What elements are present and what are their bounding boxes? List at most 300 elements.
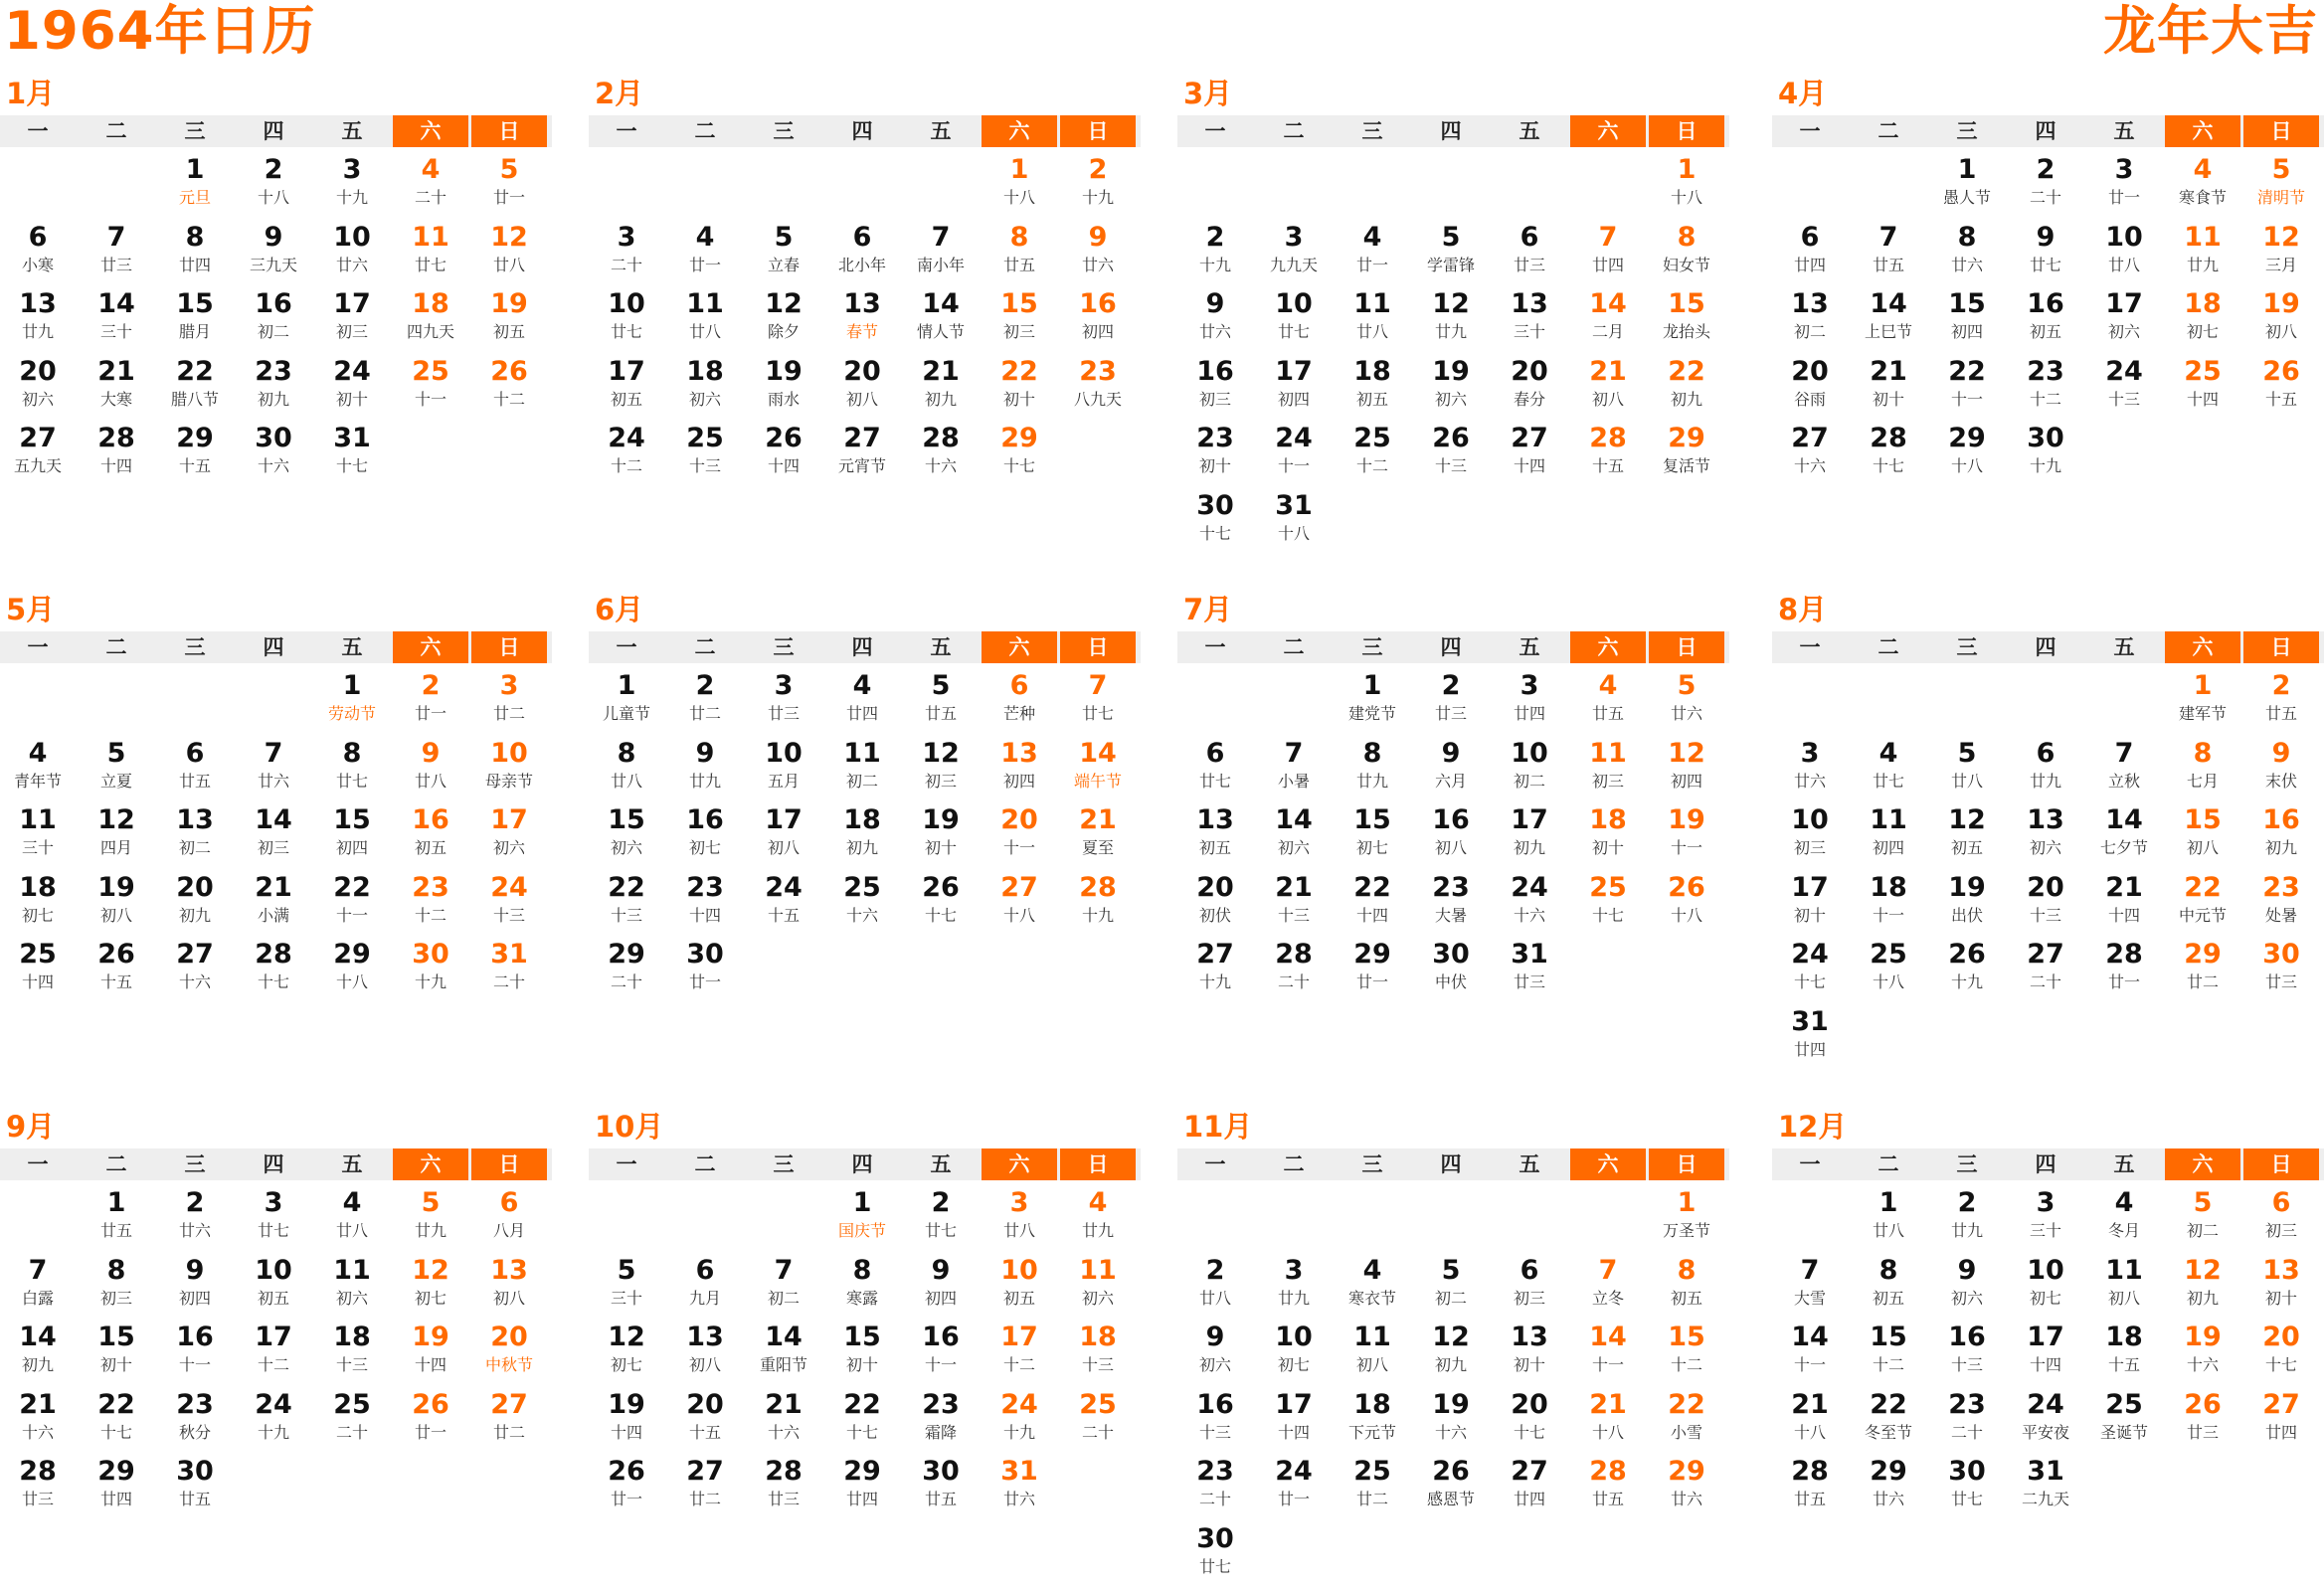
day-cell[interactable] <box>1177 1522 1253 1589</box>
day-cell[interactable] <box>746 221 821 288</box>
day-cell[interactable] <box>1492 1455 1567 1522</box>
day-cell[interactable] <box>1929 153 2005 221</box>
day-cell[interactable] <box>0 221 76 288</box>
day-cell[interactable] <box>2008 153 2083 221</box>
day-cell[interactable] <box>1492 871 1567 939</box>
day-cell[interactable] <box>2165 938 2240 1005</box>
day-cell[interactable] <box>157 422 233 489</box>
day-cell[interactable] <box>79 1455 154 1522</box>
day-cell[interactable] <box>236 355 311 423</box>
day-cell[interactable] <box>1413 1388 1489 1456</box>
day-cell[interactable] <box>667 669 743 737</box>
day-cell[interactable] <box>236 737 311 804</box>
day-cell[interactable] <box>79 355 154 423</box>
day-cell[interactable] <box>393 1388 468 1456</box>
day-cell[interactable] <box>1413 1254 1489 1322</box>
day-cell[interactable] <box>393 669 468 737</box>
day-cell[interactable] <box>1851 871 1926 939</box>
day-cell[interactable] <box>1413 1455 1489 1522</box>
day-cell[interactable] <box>982 287 1057 355</box>
day-cell[interactable] <box>1256 221 1332 288</box>
day-cell[interactable] <box>1177 1388 1253 1456</box>
day-cell[interactable] <box>589 737 664 804</box>
day-cell[interactable] <box>1929 1455 2005 1522</box>
day-cell[interactable] <box>314 1254 390 1322</box>
day-cell[interactable] <box>1492 221 1567 288</box>
day-cell[interactable] <box>1335 1254 1410 1322</box>
day-cell[interactable] <box>1851 1186 1926 1254</box>
day-cell[interactable] <box>2243 355 2319 423</box>
day-cell[interactable] <box>589 803 664 871</box>
day-cell[interactable] <box>157 221 233 288</box>
day-cell[interactable] <box>2086 221 2162 288</box>
day-cell[interactable] <box>471 803 547 871</box>
day-cell[interactable] <box>824 422 900 489</box>
day-cell[interactable] <box>471 153 547 221</box>
day-cell[interactable] <box>589 1321 664 1388</box>
day-cell[interactable] <box>1060 1254 1136 1322</box>
day-cell[interactable] <box>982 1388 1057 1456</box>
day-cell[interactable] <box>589 669 664 737</box>
day-cell[interactable] <box>157 287 233 355</box>
day-cell[interactable] <box>471 1186 547 1254</box>
day-cell[interactable] <box>393 803 468 871</box>
day-cell[interactable] <box>746 1388 821 1456</box>
day-cell[interactable] <box>2008 287 2083 355</box>
day-cell[interactable] <box>589 871 664 939</box>
day-cell[interactable] <box>589 938 664 1005</box>
day-cell[interactable] <box>1492 1388 1567 1456</box>
day-cell[interactable] <box>1649 737 1724 804</box>
day-cell[interactable] <box>903 803 979 871</box>
day-cell[interactable] <box>1851 1388 1926 1456</box>
day-cell[interactable] <box>0 422 76 489</box>
day-cell[interactable] <box>2165 1388 2240 1456</box>
day-cell[interactable] <box>1177 803 1253 871</box>
day-cell[interactable] <box>1929 803 2005 871</box>
day-cell[interactable] <box>1335 287 1410 355</box>
day-cell[interactable] <box>1335 1388 1410 1456</box>
day-cell[interactable] <box>1649 1388 1724 1456</box>
day-cell[interactable] <box>982 1321 1057 1388</box>
day-cell[interactable] <box>79 221 154 288</box>
day-cell[interactable] <box>1256 1388 1332 1456</box>
day-cell[interactable] <box>314 1388 390 1456</box>
day-cell[interactable] <box>982 871 1057 939</box>
day-cell[interactable] <box>0 1321 76 1388</box>
day-cell[interactable] <box>314 1186 390 1254</box>
day-cell[interactable] <box>2008 1388 2083 1456</box>
day-cell[interactable] <box>2243 669 2319 737</box>
day-cell[interactable] <box>903 1254 979 1322</box>
day-cell[interactable] <box>1335 1321 1410 1388</box>
day-cell[interactable] <box>157 1186 233 1254</box>
day-cell[interactable] <box>2165 1186 2240 1254</box>
day-cell[interactable] <box>1772 1005 1848 1073</box>
day-cell[interactable] <box>314 153 390 221</box>
day-cell[interactable] <box>982 1455 1057 1522</box>
day-cell[interactable] <box>1649 422 1724 489</box>
day-cell[interactable] <box>393 1321 468 1388</box>
day-cell[interactable] <box>2008 221 2083 288</box>
day-cell[interactable] <box>746 871 821 939</box>
day-cell[interactable] <box>1772 1254 1848 1322</box>
day-cell[interactable] <box>2165 287 2240 355</box>
day-cell[interactable] <box>589 287 664 355</box>
day-cell[interactable] <box>667 355 743 423</box>
day-cell[interactable] <box>1851 422 1926 489</box>
day-cell[interactable] <box>1772 938 1848 1005</box>
day-cell[interactable] <box>2243 287 2319 355</box>
day-cell[interactable] <box>1060 287 1136 355</box>
day-cell[interactable] <box>824 1455 900 1522</box>
day-cell[interactable] <box>1649 221 1724 288</box>
day-cell[interactable] <box>1060 355 1136 423</box>
day-cell[interactable] <box>1413 871 1489 939</box>
day-cell[interactable] <box>746 422 821 489</box>
day-cell[interactable] <box>471 669 547 737</box>
day-cell[interactable] <box>314 221 390 288</box>
day-cell[interactable] <box>903 355 979 423</box>
day-cell[interactable] <box>1256 1455 1332 1522</box>
day-cell[interactable] <box>1335 355 1410 423</box>
day-cell[interactable] <box>982 153 1057 221</box>
day-cell[interactable] <box>1772 803 1848 871</box>
day-cell[interactable] <box>1335 871 1410 939</box>
day-cell[interactable] <box>79 1254 154 1322</box>
day-cell[interactable] <box>903 422 979 489</box>
day-cell[interactable] <box>667 737 743 804</box>
day-cell[interactable] <box>1177 422 1253 489</box>
day-cell[interactable] <box>903 287 979 355</box>
day-cell[interactable] <box>2243 871 2319 939</box>
day-cell[interactable] <box>1060 669 1136 737</box>
day-cell[interactable] <box>1570 1254 1646 1322</box>
day-cell[interactable] <box>471 287 547 355</box>
day-cell[interactable] <box>1772 871 1848 939</box>
day-cell[interactable] <box>1060 1186 1136 1254</box>
day-cell[interactable] <box>1256 871 1332 939</box>
day-cell[interactable] <box>0 803 76 871</box>
day-cell[interactable] <box>2243 1388 2319 1456</box>
day-cell[interactable] <box>2165 737 2240 804</box>
day-cell[interactable] <box>79 1388 154 1456</box>
day-cell[interactable] <box>314 871 390 939</box>
day-cell[interactable] <box>393 221 468 288</box>
day-cell[interactable] <box>314 803 390 871</box>
day-cell[interactable] <box>2165 1321 2240 1388</box>
day-cell[interactable] <box>1413 221 1489 288</box>
day-cell[interactable] <box>982 422 1057 489</box>
day-cell[interactable] <box>2165 669 2240 737</box>
day-cell[interactable] <box>589 221 664 288</box>
day-cell[interactable] <box>79 737 154 804</box>
day-cell[interactable] <box>1492 938 1567 1005</box>
day-cell[interactable] <box>2086 287 2162 355</box>
day-cell[interactable] <box>79 803 154 871</box>
day-cell[interactable] <box>471 1321 547 1388</box>
day-cell[interactable] <box>667 871 743 939</box>
day-cell[interactable] <box>1060 221 1136 288</box>
day-cell[interactable] <box>2008 737 2083 804</box>
day-cell[interactable] <box>1335 938 1410 1005</box>
day-cell[interactable] <box>1256 938 1332 1005</box>
day-cell[interactable] <box>2243 803 2319 871</box>
day-cell[interactable] <box>746 669 821 737</box>
day-cell[interactable] <box>79 1186 154 1254</box>
day-cell[interactable] <box>1570 221 1646 288</box>
day-cell[interactable] <box>79 287 154 355</box>
day-cell[interactable] <box>157 938 233 1005</box>
day-cell[interactable] <box>471 1254 547 1322</box>
day-cell[interactable] <box>236 1321 311 1388</box>
day-cell[interactable] <box>393 871 468 939</box>
day-cell[interactable] <box>471 938 547 1005</box>
day-cell[interactable] <box>1492 355 1567 423</box>
day-cell[interactable] <box>667 1254 743 1322</box>
day-cell[interactable] <box>393 938 468 1005</box>
day-cell[interactable] <box>2165 355 2240 423</box>
day-cell[interactable] <box>79 938 154 1005</box>
day-cell[interactable] <box>903 221 979 288</box>
day-cell[interactable] <box>1929 871 2005 939</box>
day-cell[interactable] <box>0 737 76 804</box>
day-cell[interactable] <box>1413 737 1489 804</box>
day-cell[interactable] <box>236 221 311 288</box>
day-cell[interactable] <box>2086 1186 2162 1254</box>
day-cell[interactable] <box>79 422 154 489</box>
day-cell[interactable] <box>903 737 979 804</box>
day-cell[interactable] <box>1570 287 1646 355</box>
day-cell[interactable] <box>0 287 76 355</box>
day-cell[interactable] <box>1256 355 1332 423</box>
day-cell[interactable] <box>2165 221 2240 288</box>
day-cell[interactable] <box>314 1321 390 1388</box>
day-cell[interactable] <box>1492 669 1567 737</box>
day-cell[interactable] <box>982 803 1057 871</box>
day-cell[interactable] <box>2086 737 2162 804</box>
day-cell[interactable] <box>589 1455 664 1522</box>
day-cell[interactable] <box>393 355 468 423</box>
day-cell[interactable] <box>2086 1388 2162 1456</box>
day-cell[interactable] <box>667 221 743 288</box>
day-cell[interactable] <box>1177 287 1253 355</box>
day-cell[interactable] <box>1851 221 1926 288</box>
day-cell[interactable] <box>1649 287 1724 355</box>
day-cell[interactable] <box>1413 1321 1489 1388</box>
day-cell[interactable] <box>1772 1321 1848 1388</box>
day-cell[interactable] <box>824 1186 900 1254</box>
day-cell[interactable] <box>1570 355 1646 423</box>
day-cell[interactable] <box>746 1254 821 1322</box>
day-cell[interactable] <box>2086 938 2162 1005</box>
day-cell[interactable] <box>903 669 979 737</box>
day-cell[interactable] <box>1177 355 1253 423</box>
day-cell[interactable] <box>824 737 900 804</box>
day-cell[interactable] <box>1060 871 1136 939</box>
day-cell[interactable] <box>746 287 821 355</box>
day-cell[interactable] <box>2008 1186 2083 1254</box>
day-cell[interactable] <box>1929 737 2005 804</box>
day-cell[interactable] <box>2008 803 2083 871</box>
day-cell[interactable] <box>824 803 900 871</box>
day-cell[interactable] <box>236 1254 311 1322</box>
day-cell[interactable] <box>1177 871 1253 939</box>
day-cell[interactable] <box>1335 422 1410 489</box>
day-cell[interactable] <box>1335 803 1410 871</box>
day-cell[interactable] <box>157 737 233 804</box>
day-cell[interactable] <box>2243 938 2319 1005</box>
day-cell[interactable] <box>0 1388 76 1456</box>
day-cell[interactable] <box>1570 1321 1646 1388</box>
day-cell[interactable] <box>1929 221 2005 288</box>
day-cell[interactable] <box>1177 737 1253 804</box>
day-cell[interactable] <box>1649 1186 1724 1254</box>
day-cell[interactable] <box>314 938 390 1005</box>
day-cell[interactable] <box>667 287 743 355</box>
day-cell[interactable] <box>667 1388 743 1456</box>
day-cell[interactable] <box>982 1254 1057 1322</box>
day-cell[interactable] <box>1772 221 1848 288</box>
day-cell[interactable] <box>1256 489 1332 557</box>
day-cell[interactable] <box>157 1254 233 1322</box>
day-cell[interactable] <box>2165 1254 2240 1322</box>
day-cell[interactable] <box>824 1388 900 1456</box>
day-cell[interactable] <box>1851 287 1926 355</box>
day-cell[interactable] <box>79 871 154 939</box>
day-cell[interactable] <box>2008 355 2083 423</box>
day-cell[interactable] <box>157 355 233 423</box>
day-cell[interactable] <box>314 737 390 804</box>
day-cell[interactable] <box>393 287 468 355</box>
day-cell[interactable] <box>393 737 468 804</box>
day-cell[interactable] <box>1413 669 1489 737</box>
day-cell[interactable] <box>393 1186 468 1254</box>
day-cell[interactable] <box>1177 221 1253 288</box>
day-cell[interactable] <box>1649 669 1724 737</box>
day-cell[interactable] <box>903 1186 979 1254</box>
day-cell[interactable] <box>1649 871 1724 939</box>
day-cell[interactable] <box>1570 871 1646 939</box>
day-cell[interactable] <box>0 1455 76 1522</box>
day-cell[interactable] <box>157 1321 233 1388</box>
day-cell[interactable] <box>1929 1388 2005 1456</box>
day-cell[interactable] <box>1929 287 2005 355</box>
day-cell[interactable] <box>157 871 233 939</box>
day-cell[interactable] <box>1929 1254 2005 1322</box>
day-cell[interactable] <box>314 422 390 489</box>
day-cell[interactable] <box>2008 1321 2083 1388</box>
day-cell[interactable] <box>903 1321 979 1388</box>
day-cell[interactable] <box>2086 355 2162 423</box>
day-cell[interactable] <box>1929 422 2005 489</box>
day-cell[interactable] <box>0 1254 76 1322</box>
day-cell[interactable] <box>1256 803 1332 871</box>
day-cell[interactable] <box>1256 1321 1332 1388</box>
day-cell[interactable] <box>2243 737 2319 804</box>
day-cell[interactable] <box>0 355 76 423</box>
day-cell[interactable] <box>589 1254 664 1322</box>
day-cell[interactable] <box>2086 1321 2162 1388</box>
day-cell[interactable] <box>1649 1455 1724 1522</box>
day-cell[interactable] <box>824 287 900 355</box>
day-cell[interactable] <box>589 355 664 423</box>
day-cell[interactable] <box>824 1321 900 1388</box>
day-cell[interactable] <box>1492 422 1567 489</box>
day-cell[interactable] <box>1851 355 1926 423</box>
day-cell[interactable] <box>236 938 311 1005</box>
day-cell[interactable] <box>471 355 547 423</box>
day-cell[interactable] <box>393 153 468 221</box>
day-cell[interactable] <box>1649 1254 1724 1322</box>
day-cell[interactable] <box>824 669 900 737</box>
day-cell[interactable] <box>1772 737 1848 804</box>
day-cell[interactable] <box>903 871 979 939</box>
day-cell[interactable] <box>1335 669 1410 737</box>
day-cell[interactable] <box>471 871 547 939</box>
day-cell[interactable] <box>1060 1321 1136 1388</box>
day-cell[interactable] <box>1060 737 1136 804</box>
day-cell[interactable] <box>1177 1254 1253 1322</box>
day-cell[interactable] <box>1570 1455 1646 1522</box>
day-cell[interactable] <box>982 355 1057 423</box>
day-cell[interactable] <box>982 737 1057 804</box>
day-cell[interactable] <box>1772 422 1848 489</box>
day-cell[interactable] <box>1851 938 1926 1005</box>
day-cell[interactable] <box>2008 1455 2083 1522</box>
day-cell[interactable] <box>1649 1321 1724 1388</box>
day-cell[interactable] <box>236 803 311 871</box>
day-cell[interactable] <box>157 153 233 221</box>
day-cell[interactable] <box>746 803 821 871</box>
day-cell[interactable] <box>1335 221 1410 288</box>
day-cell[interactable] <box>1492 287 1567 355</box>
day-cell[interactable] <box>1492 1321 1567 1388</box>
day-cell[interactable] <box>2086 803 2162 871</box>
day-cell[interactable] <box>746 355 821 423</box>
day-cell[interactable] <box>824 871 900 939</box>
day-cell[interactable] <box>2243 1321 2319 1388</box>
day-cell[interactable] <box>589 422 664 489</box>
day-cell[interactable] <box>589 1388 664 1456</box>
day-cell[interactable] <box>157 1388 233 1456</box>
day-cell[interactable] <box>1570 803 1646 871</box>
day-cell[interactable] <box>1929 938 2005 1005</box>
day-cell[interactable] <box>824 221 900 288</box>
day-cell[interactable] <box>2243 153 2319 221</box>
day-cell[interactable] <box>1851 737 1926 804</box>
day-cell[interactable] <box>1772 355 1848 423</box>
day-cell[interactable] <box>824 355 900 423</box>
day-cell[interactable] <box>1649 153 1724 221</box>
day-cell[interactable] <box>471 737 547 804</box>
day-cell[interactable] <box>1060 153 1136 221</box>
day-cell[interactable] <box>79 1321 154 1388</box>
day-cell[interactable] <box>1060 803 1136 871</box>
day-cell[interactable] <box>1570 669 1646 737</box>
day-cell[interactable] <box>2165 803 2240 871</box>
day-cell[interactable] <box>903 1455 979 1522</box>
day-cell[interactable] <box>1335 737 1410 804</box>
day-cell[interactable] <box>667 803 743 871</box>
day-cell[interactable] <box>314 287 390 355</box>
day-cell[interactable] <box>1929 355 2005 423</box>
day-cell[interactable] <box>236 153 311 221</box>
day-cell[interactable] <box>314 355 390 423</box>
day-cell[interactable] <box>1570 422 1646 489</box>
day-cell[interactable] <box>1851 1455 1926 1522</box>
day-cell[interactable] <box>393 1254 468 1322</box>
